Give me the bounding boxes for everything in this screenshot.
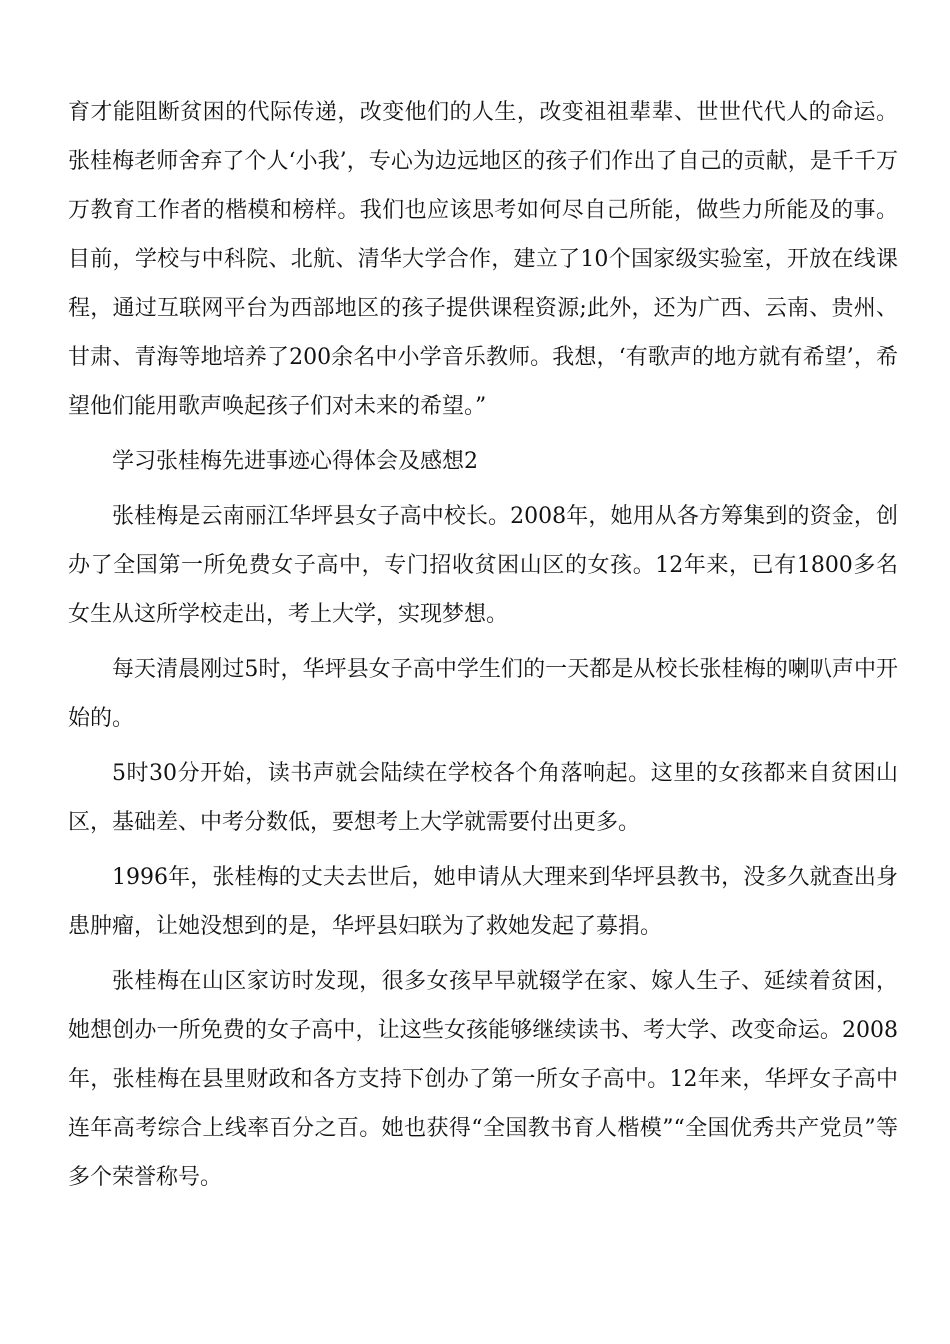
paragraph: 每天清晨刚过5时，华坪县女子高中学生们的一天都是从校长张桂梅的喇叭声中开始的。 <box>68 657 898 731</box>
document-body <box>68 88 898 1208</box>
section-heading: 学习张桂梅先进事迹心得体会及感想2 <box>112 449 478 474</box>
paragraph: 张桂梅是云南丽江华坪县女子高中校长。2008年，她用从各方筹集到的资金，创办了全国第一所免费女子高中，专门招收贫困山区的女孩。12年来，已有1800多名女生从这所学校走出，考上大学，实现梦想。 <box>68 504 898 627</box>
paragraph: 1996年，张桂梅的丈夫去世后，她申请从大理来到华坪县教书，没多久就查出身患肿瘤，让她没想到的是，华坪县妇联为了救她发起了募捐。 <box>68 865 898 939</box>
paragraph: 5时30分开始，读书声就会陆续在学校各个角落响起。这里的女孩都来自贫困山区，基础差、中考分数低，要想考上大学就需要付出更多。 <box>68 761 898 835</box>
paragraph-continued: 育才能阻断贫困的代际传递，改变他们的人生，改变祖祖辈辈、世世代代人的命运。张桂梅老师舍弃了个人‘小我’，专心为边远地区的孩子们作出了自己的贡献，是千千万万教育工作者的楷模和榜样。我们也应该思考如何尽自己所能，做些力所能及的事。目前，学校与中科院、北航、清华大学合作，建立了10个国家级实验室，开放在线课程，通过互联网平台为西部地区的孩子提供课程资源;此外，还为广西、云南、贵州、甘肃、青海等地培养了200余名中小学音乐教师。我想，‘有歌声的地方就有希望’，希望他们能用歌声唤起孩子们对未来的希望。” <box>68 100 898 419</box>
paragraph: 张桂梅在山区家访时发现，很多女孩早早就辍学在家、嫁人生子、延续着贫困，她想创办一所免费的女子高中，让这些女孩能够继续读书、考大学、改变命运。2008年，张桂梅在县里财政和各方支持下创办了第一所女子高中。12年来，华坪女子高中连年高考综合上线率百分之百。她也获得“全国教书育人楷模”“全国优秀共产党员”等多个荣誉称号。 <box>68 969 898 1190</box>
